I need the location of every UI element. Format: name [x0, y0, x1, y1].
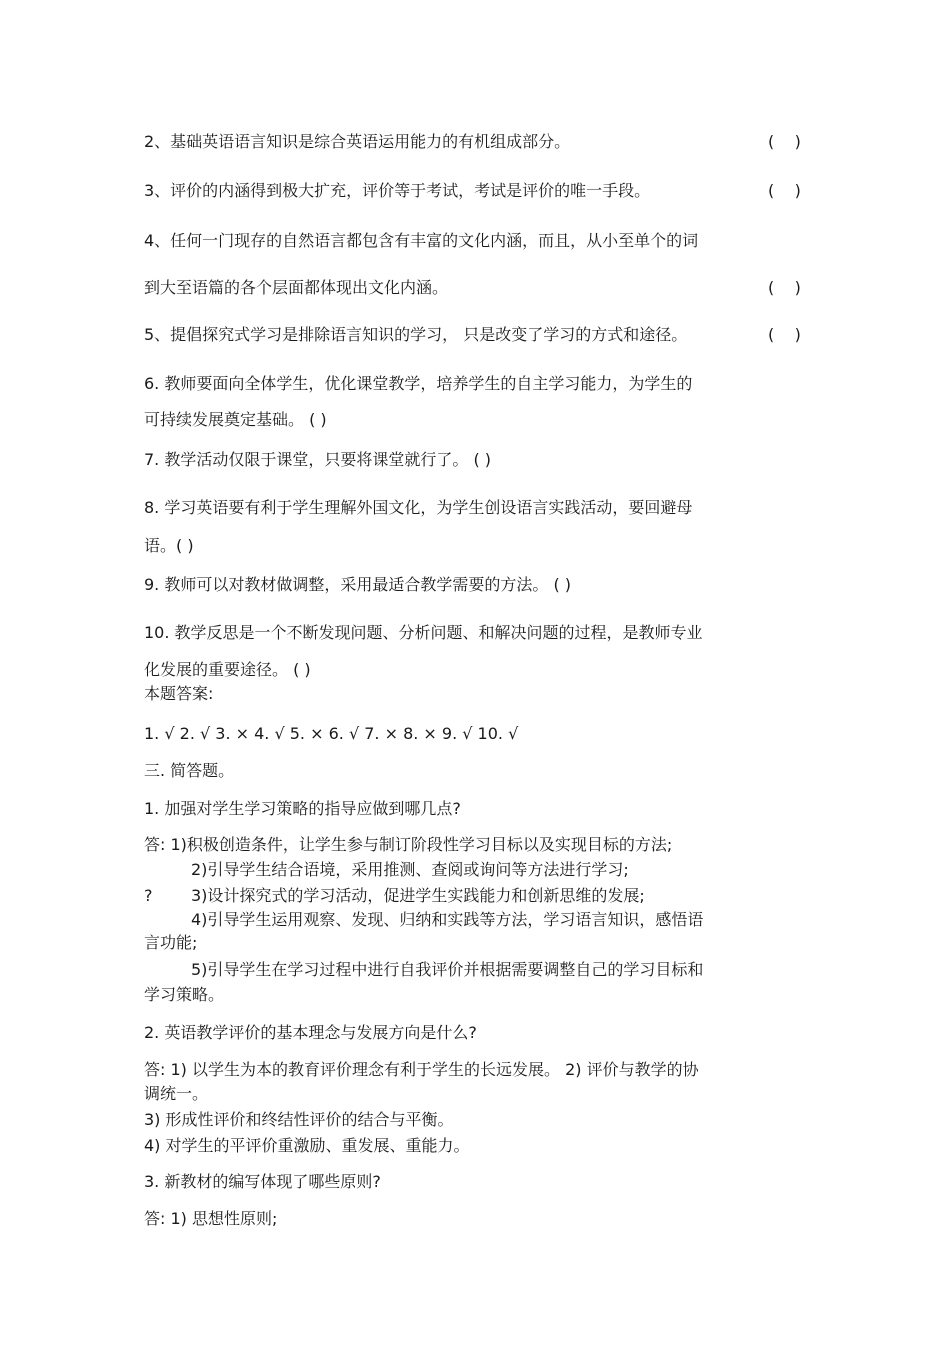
tf-question-6-line2: 可持续发展奠定基础。 ( ): [144, 410, 327, 429]
tf-question-10-line1: 10. 教学反思是一个不断发现问题、分析问题、和解决问题的过程，是教师专业: [144, 623, 703, 642]
tf-question-4-line2: 到大至语篇的各个层面都体现出文化内涵。: [144, 278, 449, 297]
answer-2-item-1-cont: 调统一。: [144, 1084, 209, 1103]
answer-1-item-5: 5)引导学生在学习过程中进行自我评价并根据需要调整自己的学习目标和: [191, 960, 704, 979]
answer-2-item-3: 3) 形成性评价和终结性评价的结合与平衡。: [144, 1110, 454, 1129]
answer-1-item-4-cont: 言功能;: [144, 933, 198, 952]
stray-mark: ?: [144, 886, 153, 905]
answer-3-item-1: 答: 1) 思想性原则;: [144, 1209, 278, 1228]
short-question-3: 3. 新教材的编写体现了哪些原则?: [144, 1172, 381, 1191]
answers-label: 本题答案:: [144, 684, 214, 703]
answer-2-item-1: 答: 1) 以学生为本的教育评价理念有利于学生的长远发展。 2) 评价与教学的协: [144, 1060, 699, 1079]
tf-question-10-line2: 化发展的重要途径。 ( ): [144, 660, 311, 679]
answer-1-item-2: 2)引导学生结合语境，采用推测、查阅或询问等方法进行学习;: [191, 860, 629, 879]
short-question-1: 1. 加强对学生学习策略的指导应做到哪几点?: [144, 799, 461, 818]
answer-1-item-5-cont: 学习策略。: [144, 985, 225, 1004]
tf-question-8-line2: 语。( ): [144, 536, 194, 555]
tf-question-9: 9. 教师可以对教材做调整，采用最适合教学需要的方法。 ( ): [144, 575, 572, 594]
answer-2-item-4: 4) 对学生的平评价重激励、重发展、重能力。: [144, 1136, 470, 1155]
tf-question-7: 7. 教学活动仅限于课堂，只要将课堂就行了。 ( ): [144, 450, 492, 469]
answer-blank-2: ( ): [768, 132, 801, 151]
answer-1-item-1: 答: 1)积极创造条件，让学生参与制订阶段性学习目标以及实现目标的方法;: [144, 835, 673, 854]
answer-1-item-4: 4)引导学生运用观察、发现、归纳和实践等方法，学习语言知识，感悟语: [191, 910, 704, 929]
tf-question-6-line1: 6. 教师要面向全体学生，优化课堂教学，培养学生的自主学习能力，为学生的: [144, 374, 693, 393]
tf-question-2: 2、基础英语语言知识是综合英语运用能力的有机组成部分。: [144, 132, 571, 151]
tf-question-3: 3、评价的内涵得到极大扩充，评价等于考试，考试是评价的唯一手段。: [144, 181, 651, 200]
answers-line: 1. √ 2. √ 3. × 4. √ 5. × 6. √ 7. × 8. × 9. √ 10. √: [144, 724, 519, 743]
answer-blank-4: ( ): [768, 278, 801, 297]
answer-1-item-3: 3)设计探究式的学习活动，促进学生实践能力和创新思维的发展;: [191, 886, 645, 905]
answer-blank-5: ( ): [768, 325, 801, 344]
answer-blank-3: ( ): [768, 181, 801, 200]
tf-question-5: 5、提倡探究式学习是排除语言知识的学习， 只是改变了学习的方式和途径。: [144, 325, 688, 344]
short-question-2: 2. 英语教学评价的基本理念与发展方向是什么?: [144, 1023, 477, 1042]
section-heading: 三. 简答题。: [144, 761, 235, 780]
tf-question-4-line1: 4、任何一门现存的自然语言都包含有丰富的文化内涵，而且，从小至单个的词: [144, 231, 699, 250]
tf-question-8-line1: 8. 学习英语要有利于学生理解外国文化，为学生创设语言实践活动，要回避母: [144, 498, 693, 517]
